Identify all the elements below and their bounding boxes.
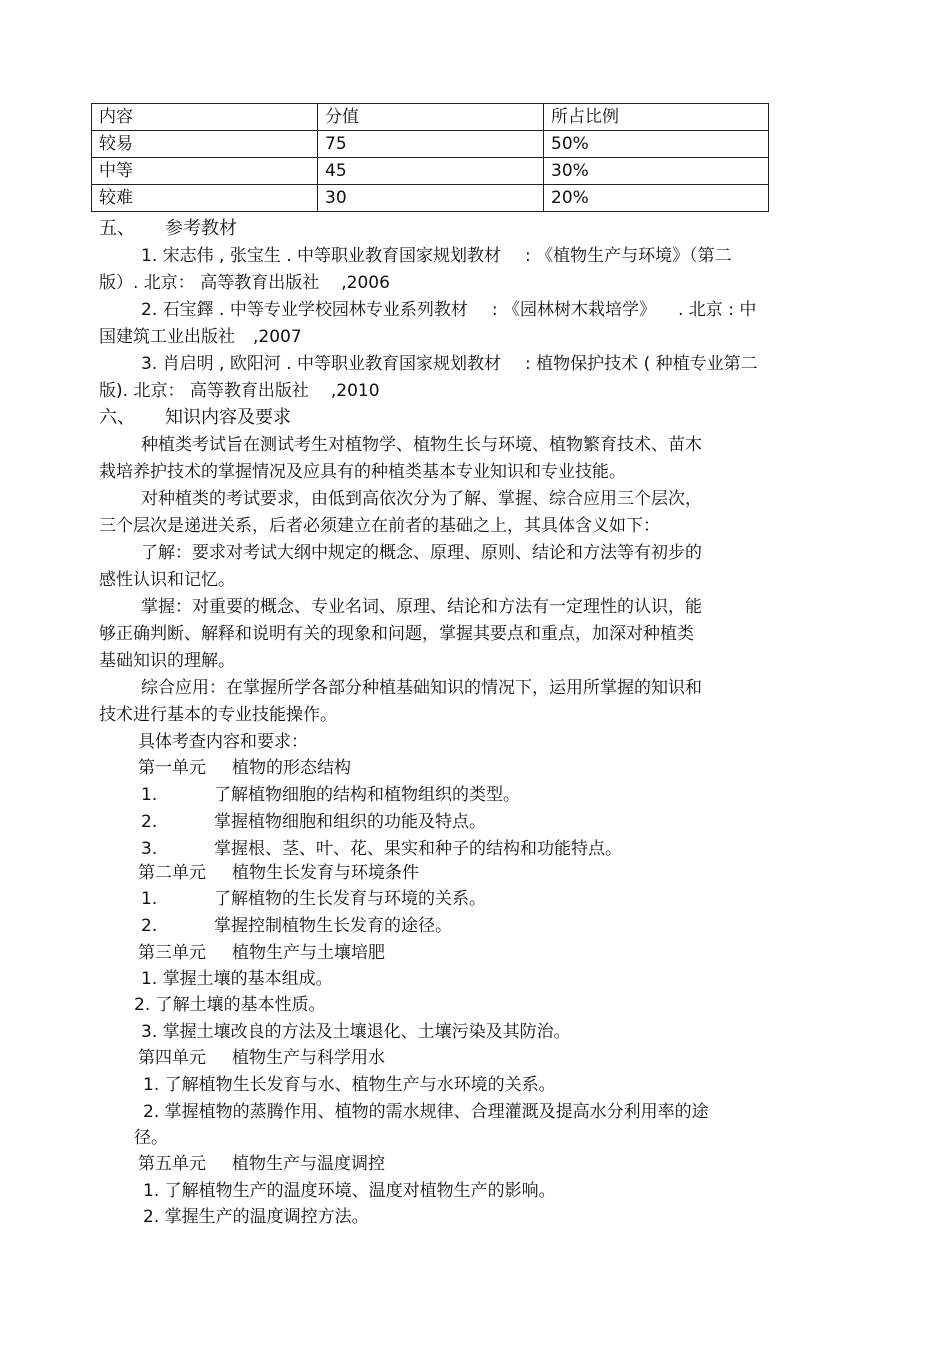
unit-5-heading — [138, 1153, 385, 1175]
list-item — [141, 784, 520, 806]
list-item-number: 2. — [141, 812, 158, 832]
list-item: 1. 掌握土壤的基本组成。 — [141, 969, 333, 989]
list-item-number: 1. — [141, 889, 158, 909]
unit-label: 第一单元 — [138, 758, 206, 778]
unit-title: 植物生长发育与环境条件 — [232, 863, 419, 883]
list-item-text: 了解植物细胞的结构和植物组织的类型。 — [214, 785, 520, 805]
table-header-cell: 分值 — [318, 104, 544, 131]
table-row — [92, 158, 769, 185]
paragraph-line: 技术进行基本的专业技能操作。 — [99, 705, 337, 725]
list-item — [141, 888, 486, 910]
unit-label: 第五单元 — [138, 1154, 206, 1174]
table-header-cell: 所占比例 — [544, 104, 769, 131]
table-header-cell: 内容 — [92, 104, 318, 131]
reference-text: . 北京 : 中 — [677, 300, 757, 320]
unit-title: 植物生产与科学用水 — [232, 1048, 385, 1068]
reference-text: : 《园林树木栽培学》 — [491, 300, 656, 320]
reference-1-line-2 — [99, 272, 390, 294]
paragraph-line: 具体考查内容和要求： — [138, 732, 308, 752]
reference-3-line-2 — [99, 380, 380, 402]
section-6-heading — [99, 407, 291, 429]
reference-3-line-1 — [141, 353, 758, 375]
list-item-number: 1. — [141, 785, 158, 805]
unit-4-heading — [138, 1047, 385, 1069]
table-header-row — [92, 104, 769, 131]
unit-label: 第三单元 — [138, 943, 206, 963]
section-number: 六、 — [99, 407, 135, 428]
reference-2-line-2 — [99, 326, 302, 348]
section-title: 知识内容及要求 — [165, 407, 291, 428]
table-cell: 较难 — [92, 185, 318, 212]
paragraph-line: 综合应用：在掌握所学各部分种植基础知识的情况下，运用所掌握的知识和 — [141, 678, 702, 698]
list-item: 1. 了解植物生产的温度环境、温度对植物生产的影响。 — [143, 1181, 556, 1201]
unit-title: 植物的形态结构 — [232, 758, 351, 778]
list-item — [141, 915, 452, 937]
list-item — [141, 811, 486, 833]
list-item: 2. 掌握生产的温度调控方法。 — [143, 1207, 369, 1227]
reference-text: 国建筑工业出版社 — [99, 327, 235, 347]
unit-3-heading — [138, 942, 385, 964]
list-item: 3. 掌握土壤改良的方法及土壤退化、土壤污染及其防治。 — [141, 1022, 571, 1042]
section-5-heading — [99, 218, 237, 240]
table-cell: 较易 — [92, 131, 318, 158]
paragraph-line: 够正确判断、解释和说明有关的现象和问题，掌握其要点和重点，加深对种植类 — [99, 624, 694, 644]
reference-text: ,2007 — [253, 327, 302, 347]
table-cell: 50% — [544, 131, 769, 158]
table-cell: 20% — [544, 185, 769, 212]
list-item-text: 掌握控制植物生长发育的途径。 — [214, 916, 452, 936]
unit-label: 第二单元 — [138, 863, 206, 883]
list-item-text: 了解植物的生长发育与环境的关系。 — [214, 889, 486, 909]
paragraph-line: 感性认识和记忆。 — [99, 570, 235, 590]
table-cell: 30 — [318, 185, 544, 212]
list-item: 2. 了解土壤的基本性质。 — [134, 995, 326, 1015]
table-row — [92, 185, 769, 212]
paragraph-line: 三个层次是递进关系，后者必须建立在前者的基础之上，其具体含义如下： — [99, 516, 660, 536]
section-title: 参考教材 — [165, 218, 237, 239]
list-item-number: 3. — [141, 839, 158, 859]
reference-text: ,2010 — [330, 381, 380, 401]
list-item-text: 掌握植物细胞和组织的功能及特点。 — [214, 812, 486, 832]
paragraph-line: 掌握：对重要的概念、专业名词、原理、结论和方法有一定理性的认识，能 — [141, 597, 702, 617]
list-item-number: 2. — [141, 916, 158, 936]
table-cell: 75 — [318, 131, 544, 158]
score-distribution-table — [91, 103, 769, 212]
reference-text: : 植物保护技术 ( 种植专业第二 — [525, 354, 758, 374]
paragraph-line: 栽培养护技术的掌握情况及应具有的种植类基本专业知识和专业技能。 — [99, 462, 626, 482]
unit-1-heading — [138, 757, 351, 779]
unit-2-heading — [138, 862, 419, 884]
paragraph-line: 基础知识的理解。 — [99, 651, 235, 671]
list-item-continuation: 径。 — [134, 1128, 168, 1148]
unit-title: 植物生产与温度调控 — [232, 1154, 385, 1174]
paragraph-line: 对种植类的考试要求，由低到高依次分为了解、掌握、综合应用三个层次， — [141, 489, 702, 509]
list-item: 2. 掌握植物的蒸腾作用、植物的需水规律、合理灌溉及提高水分利用率的途 — [143, 1102, 709, 1122]
reference-text: 2. 石宝鐸 . 中等专业学校园林专业系列教材 — [141, 300, 468, 320]
reference-text: 版）. 北京： 高等教育出版社 — [99, 273, 320, 293]
reference-1-line-1 — [141, 245, 732, 267]
paragraph-line: 种植类考试旨在测试考生对植物学、植物生长与环境、植物繁育技术、苗木 — [141, 435, 702, 455]
reference-2-line-1 — [141, 299, 756, 321]
reference-text: : 《植物生产与环境》（第二 — [525, 246, 732, 266]
table-cell: 中等 — [92, 158, 318, 185]
paragraph-line: 了解：要求对考试大纲中规定的概念、原理、原则、结论和方法等有初步的 — [141, 543, 702, 563]
unit-label: 第四单元 — [138, 1048, 206, 1068]
reference-text: 3. 肖启明 , 欧阳河 . 中等职业教育国家规划教材 — [141, 354, 502, 374]
table-row — [92, 131, 769, 158]
table-cell: 45 — [318, 158, 544, 185]
reference-text: ,2006 — [341, 273, 390, 293]
section-number: 五、 — [99, 218, 135, 239]
unit-title: 植物生产与土壤培肥 — [232, 943, 385, 963]
list-item: 1. 了解植物生长发育与水、植物生产与水环境的关系。 — [143, 1075, 556, 1095]
list-item-text: 掌握根、茎、叶、花、果实和种子的结构和功能特点。 — [214, 839, 622, 859]
list-item — [141, 838, 622, 860]
table-cell: 30% — [544, 158, 769, 185]
reference-text: 1. 宋志伟 , 张宝生 . 中等职业教育国家规划教材 — [141, 246, 502, 266]
reference-text: 版). 北京： 高等教育出版社 — [99, 381, 309, 401]
